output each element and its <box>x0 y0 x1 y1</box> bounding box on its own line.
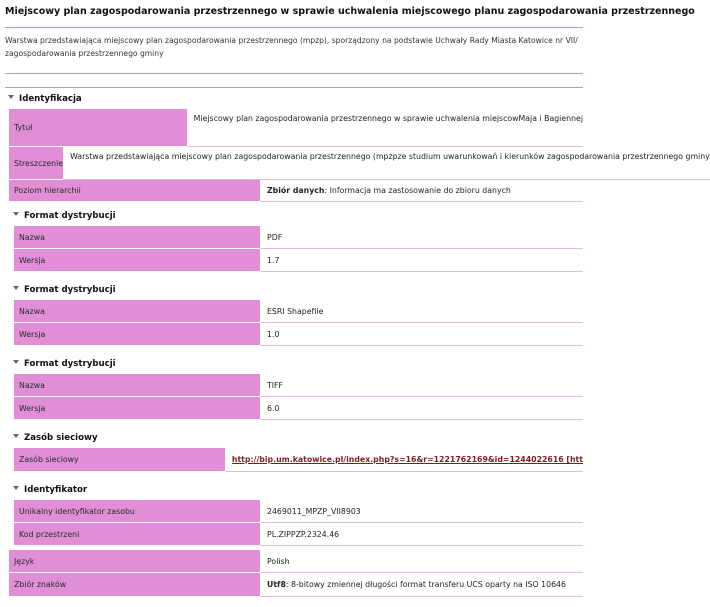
section-identyfikacja[interactable] <box>8 94 82 104</box>
value-bold: Zbiór danych <box>267 186 325 195</box>
value-bold: Utf8 <box>267 580 286 589</box>
description-line-2: zagospodarowania przestrzennego gminy <box>5 49 164 58</box>
value-zasob-sieciowy <box>225 448 583 472</box>
label-poziom-hierarchii: Poziom hierarchii <box>9 180 260 202</box>
value-unikalny-identyfikator: 2469011_MPZP_VII8903 <box>260 500 583 523</box>
collapse-triangle-icon[interactable] <box>13 434 19 438</box>
label-zasob-sieciowy: Zasób sieciowy <box>14 448 225 472</box>
description <box>5 34 583 60</box>
resource-link[interactable]: http://bip.um.katowice.pl/index.php?s=16&r=1221762169&id=1244022616 [htt <box>231 455 583 464</box>
value-nazwa: PDF <box>260 226 583 249</box>
row-wersja <box>14 397 583 420</box>
label-nazwa: Nazwa <box>14 226 260 249</box>
value-line: Miejscowy plan zagospodarowania przestrzennego w sprawie uchwalenia miejscow <box>193 114 519 123</box>
divider <box>5 87 583 88</box>
section-heading: Zasób sieciowy <box>24 433 98 443</box>
value-tytul <box>187 109 583 147</box>
value-poziom-hierarchii <box>260 180 583 202</box>
label-tytul: Tytuł <box>9 109 187 147</box>
label-zbior-znakow: Zbiór znaków <box>9 573 260 597</box>
label-streszczenie: Streszczenie <box>9 147 63 180</box>
row-kod-przestrzeni <box>14 523 583 546</box>
section-heading: Identyfikacja <box>19 94 82 104</box>
label-jezyk: Język <box>9 550 260 573</box>
value-rest: : 8-bitowy zmiennej długości format transferu UCS oparty na ISO 10646 <box>285 580 566 589</box>
value-nazwa: ESRI Shapefile <box>260 300 583 323</box>
row-wersja <box>14 249 583 272</box>
section-format-dystrybucji-1[interactable] <box>13 211 116 221</box>
value-rest: : Informacja ma zastosowanie do zbioru danych <box>324 186 511 195</box>
value-line: ze studium uwarunkowań i kierunków zagospodarowania przestrzennego gminy <box>397 152 710 161</box>
page-title: Miejscowy plan zagospodarowania przestrzennego w sprawie uchwalenia miejscowego planu zagospodarowania przestrzennego <box>5 6 695 17</box>
description-line-1: Warstwa przedstawiająca miejscowy plan zagospodarowania przestrzennego (mpzp), sporządzony na podstawie Uchwały Rady Miasta Katowice nr VII/ <box>5 36 578 45</box>
row-wersja <box>14 323 583 346</box>
collapse-triangle-icon[interactable] <box>8 95 14 99</box>
value-nazwa: TIFF <box>260 374 583 397</box>
value-kod-przestrzeni: PL.ZIPPZP.2324.46 <box>260 523 583 546</box>
row-nazwa <box>14 300 583 323</box>
value-wersja: 1.7 <box>260 249 583 272</box>
value-line: Maja i Bagiennej <box>518 114 583 123</box>
collapse-triangle-icon[interactable] <box>13 212 19 216</box>
section-format-dystrybucji-2[interactable] <box>13 285 116 295</box>
section-heading: Identyfikator <box>24 485 88 495</box>
label-kod-przestrzeni: Kod przestrzeni <box>14 523 260 546</box>
value-line: Warstwa przedstawiająca miejscowy plan zagospodarowania przestrzennego (mpzp <box>70 152 398 161</box>
row-poziom-hierarchii <box>9 180 583 202</box>
row-unikalny-identyfikator <box>14 500 583 523</box>
value-jezyk: Polish <box>260 550 583 573</box>
section-zasob-sieciowy[interactable] <box>13 433 98 443</box>
section-heading: Format dystrybucji <box>24 359 116 369</box>
section-heading: Format dystrybucji <box>24 211 116 221</box>
value-streszczenie <box>63 147 710 180</box>
label-wersja: Wersja <box>14 249 260 272</box>
row-nazwa <box>14 226 583 249</box>
row-zbior-znakow <box>9 573 583 597</box>
label-nazwa: Nazwa <box>14 300 260 323</box>
row-nazwa <box>14 374 583 397</box>
label-wersja: Wersja <box>14 323 260 346</box>
section-format-dystrybucji-3[interactable] <box>13 359 116 369</box>
collapse-triangle-icon[interactable] <box>13 486 19 490</box>
collapse-triangle-icon[interactable] <box>13 286 19 290</box>
value-wersja: 1.0 <box>260 323 583 346</box>
label-unikalny-identyfikator: Unikalny identyfikator zasobu <box>14 500 260 523</box>
section-identyfikator[interactable] <box>13 485 87 495</box>
title-divider <box>5 27 583 28</box>
label-nazwa: Nazwa <box>14 374 260 397</box>
label-wersja: Wersja <box>14 397 260 420</box>
collapse-triangle-icon[interactable] <box>13 360 19 364</box>
divider <box>5 73 583 74</box>
row-tytul <box>9 109 583 147</box>
row-streszczenie <box>9 147 710 180</box>
value-wersja: 6.0 <box>260 397 583 420</box>
row-zasob-sieciowy <box>14 448 583 472</box>
value-zbior-znakow <box>260 573 583 597</box>
section-heading: Format dystrybucji <box>24 285 116 295</box>
row-jezyk <box>9 550 583 573</box>
